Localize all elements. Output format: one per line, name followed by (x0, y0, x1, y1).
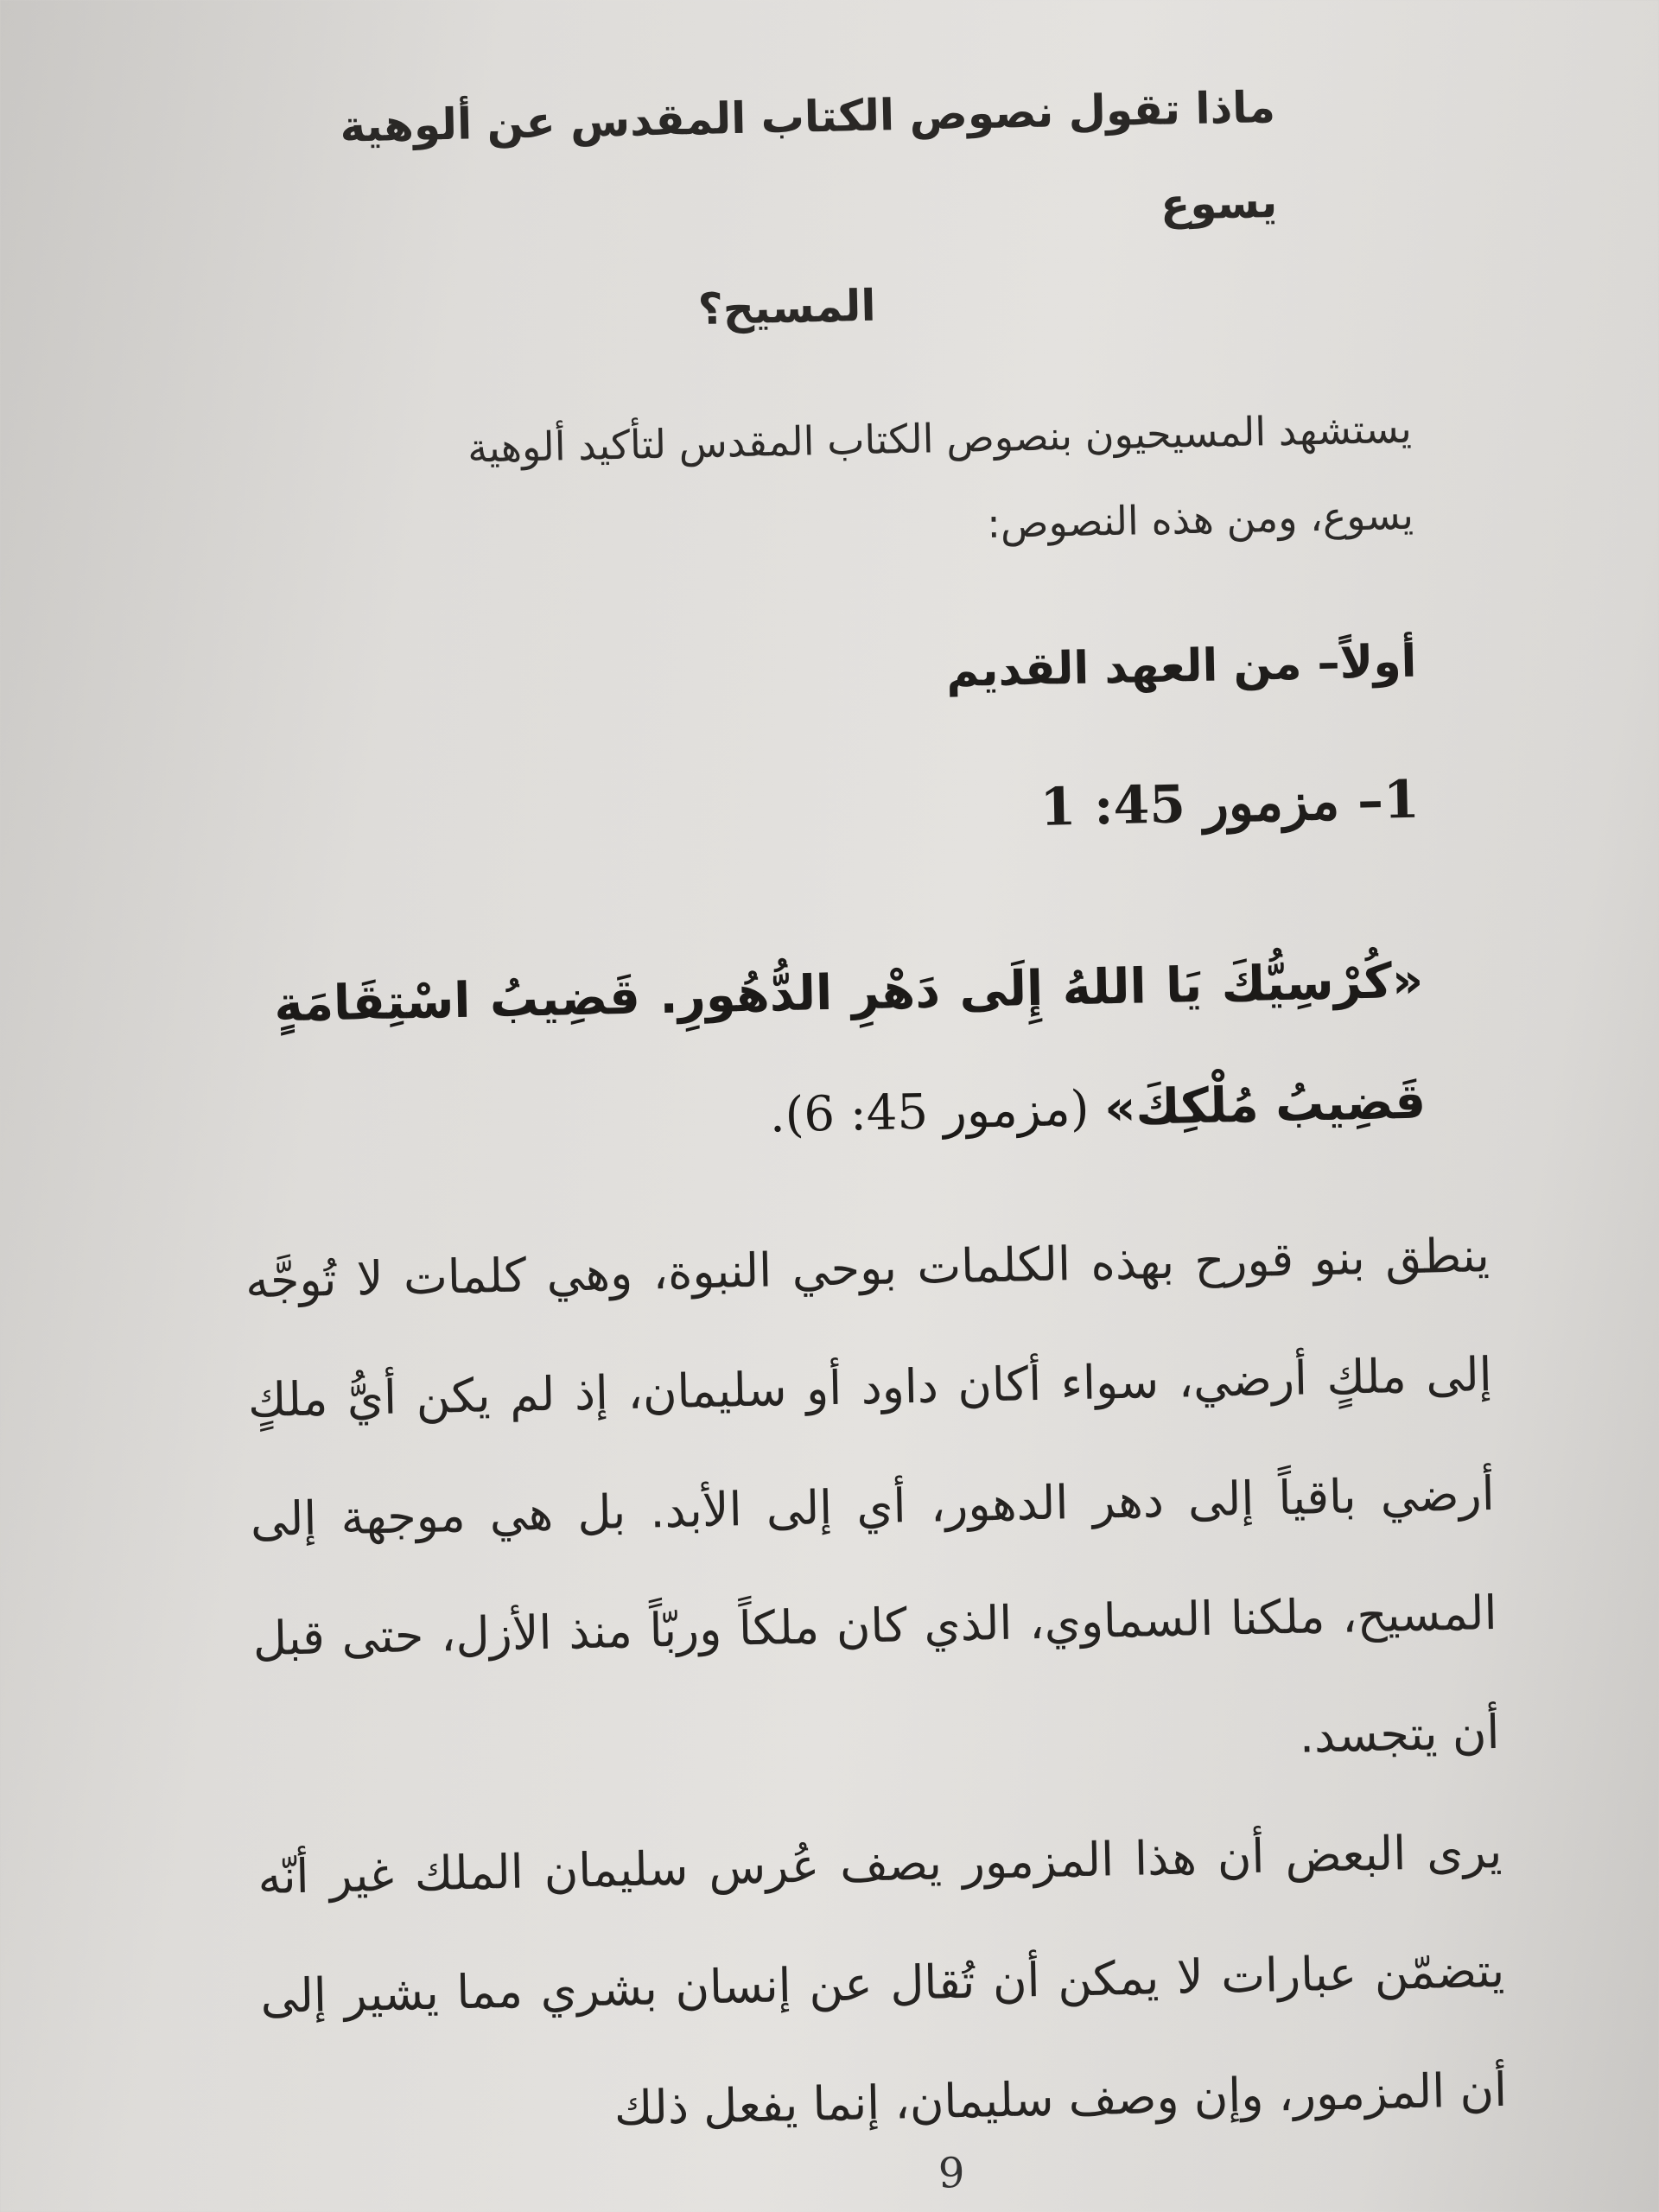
verse-reference: 1– مزمور 45: 1 (1039, 769, 1421, 838)
paragraph-2: يرى البعض أن هذا المزمور يصف عُرس سليمان الملك غير أنّه يتضمّن عبارات لا يمكن أن تُقال عن إنسان بشري مما يشير إلى أن المزمور، وإن وصف سليمان، إنما يفعل ذلك (257, 1823, 1508, 2136)
quote-text: «كُرْسِيُّكَ يَا اللهُ إِلَى دَهْرِ الدُّهُورِ. قَضِيبُ اسْتِقَامَةٍ قَضِيبُ مُلْكِكَ» (273, 952, 1427, 1137)
quote-reference: (مزمور 45: 6). (769, 1080, 1105, 1144)
chapter-title (272, 60, 1298, 366)
intro-line-2: يسوع، ومن هذه النصوص: (986, 491, 1414, 548)
section-heading: أولاً– من العهد القديم (945, 635, 1418, 698)
chapter-title-line-1: ماذا تقول نصوص الكتاب المقدس عن ألوهية يسوع (339, 81, 1278, 230)
chapter-title-line-2: المسيح؟ (697, 280, 877, 334)
page-number: 9 (938, 2149, 966, 2198)
scripture-quote (273, 921, 1427, 1187)
intro-paragraph (288, 385, 1414, 582)
paragraph-1: ينطق بنو قورح بهذه الكلمات بوحي النبوة، وهي كلمات لا تُوجَّه إلى ملكٍ أرضي، سواء أكان داود أو سليمان، إذ لم يكن أيُّ ملكٍ أرضي باقياً إلى دهر الدهور، أي إلى الأبد. بل هي موجهة إلى المسيح، ملكنا السماوي، الذي كان ملكاً وربّاً منذ الأزل، حتى قبل أن يتجسد. (245, 1228, 1501, 1764)
body-text (245, 1196, 1509, 2176)
intro-line-1: يستشهد المسيحيون بنصوص الكتاب المقدس لتأكيد ألوهية (467, 404, 1413, 472)
